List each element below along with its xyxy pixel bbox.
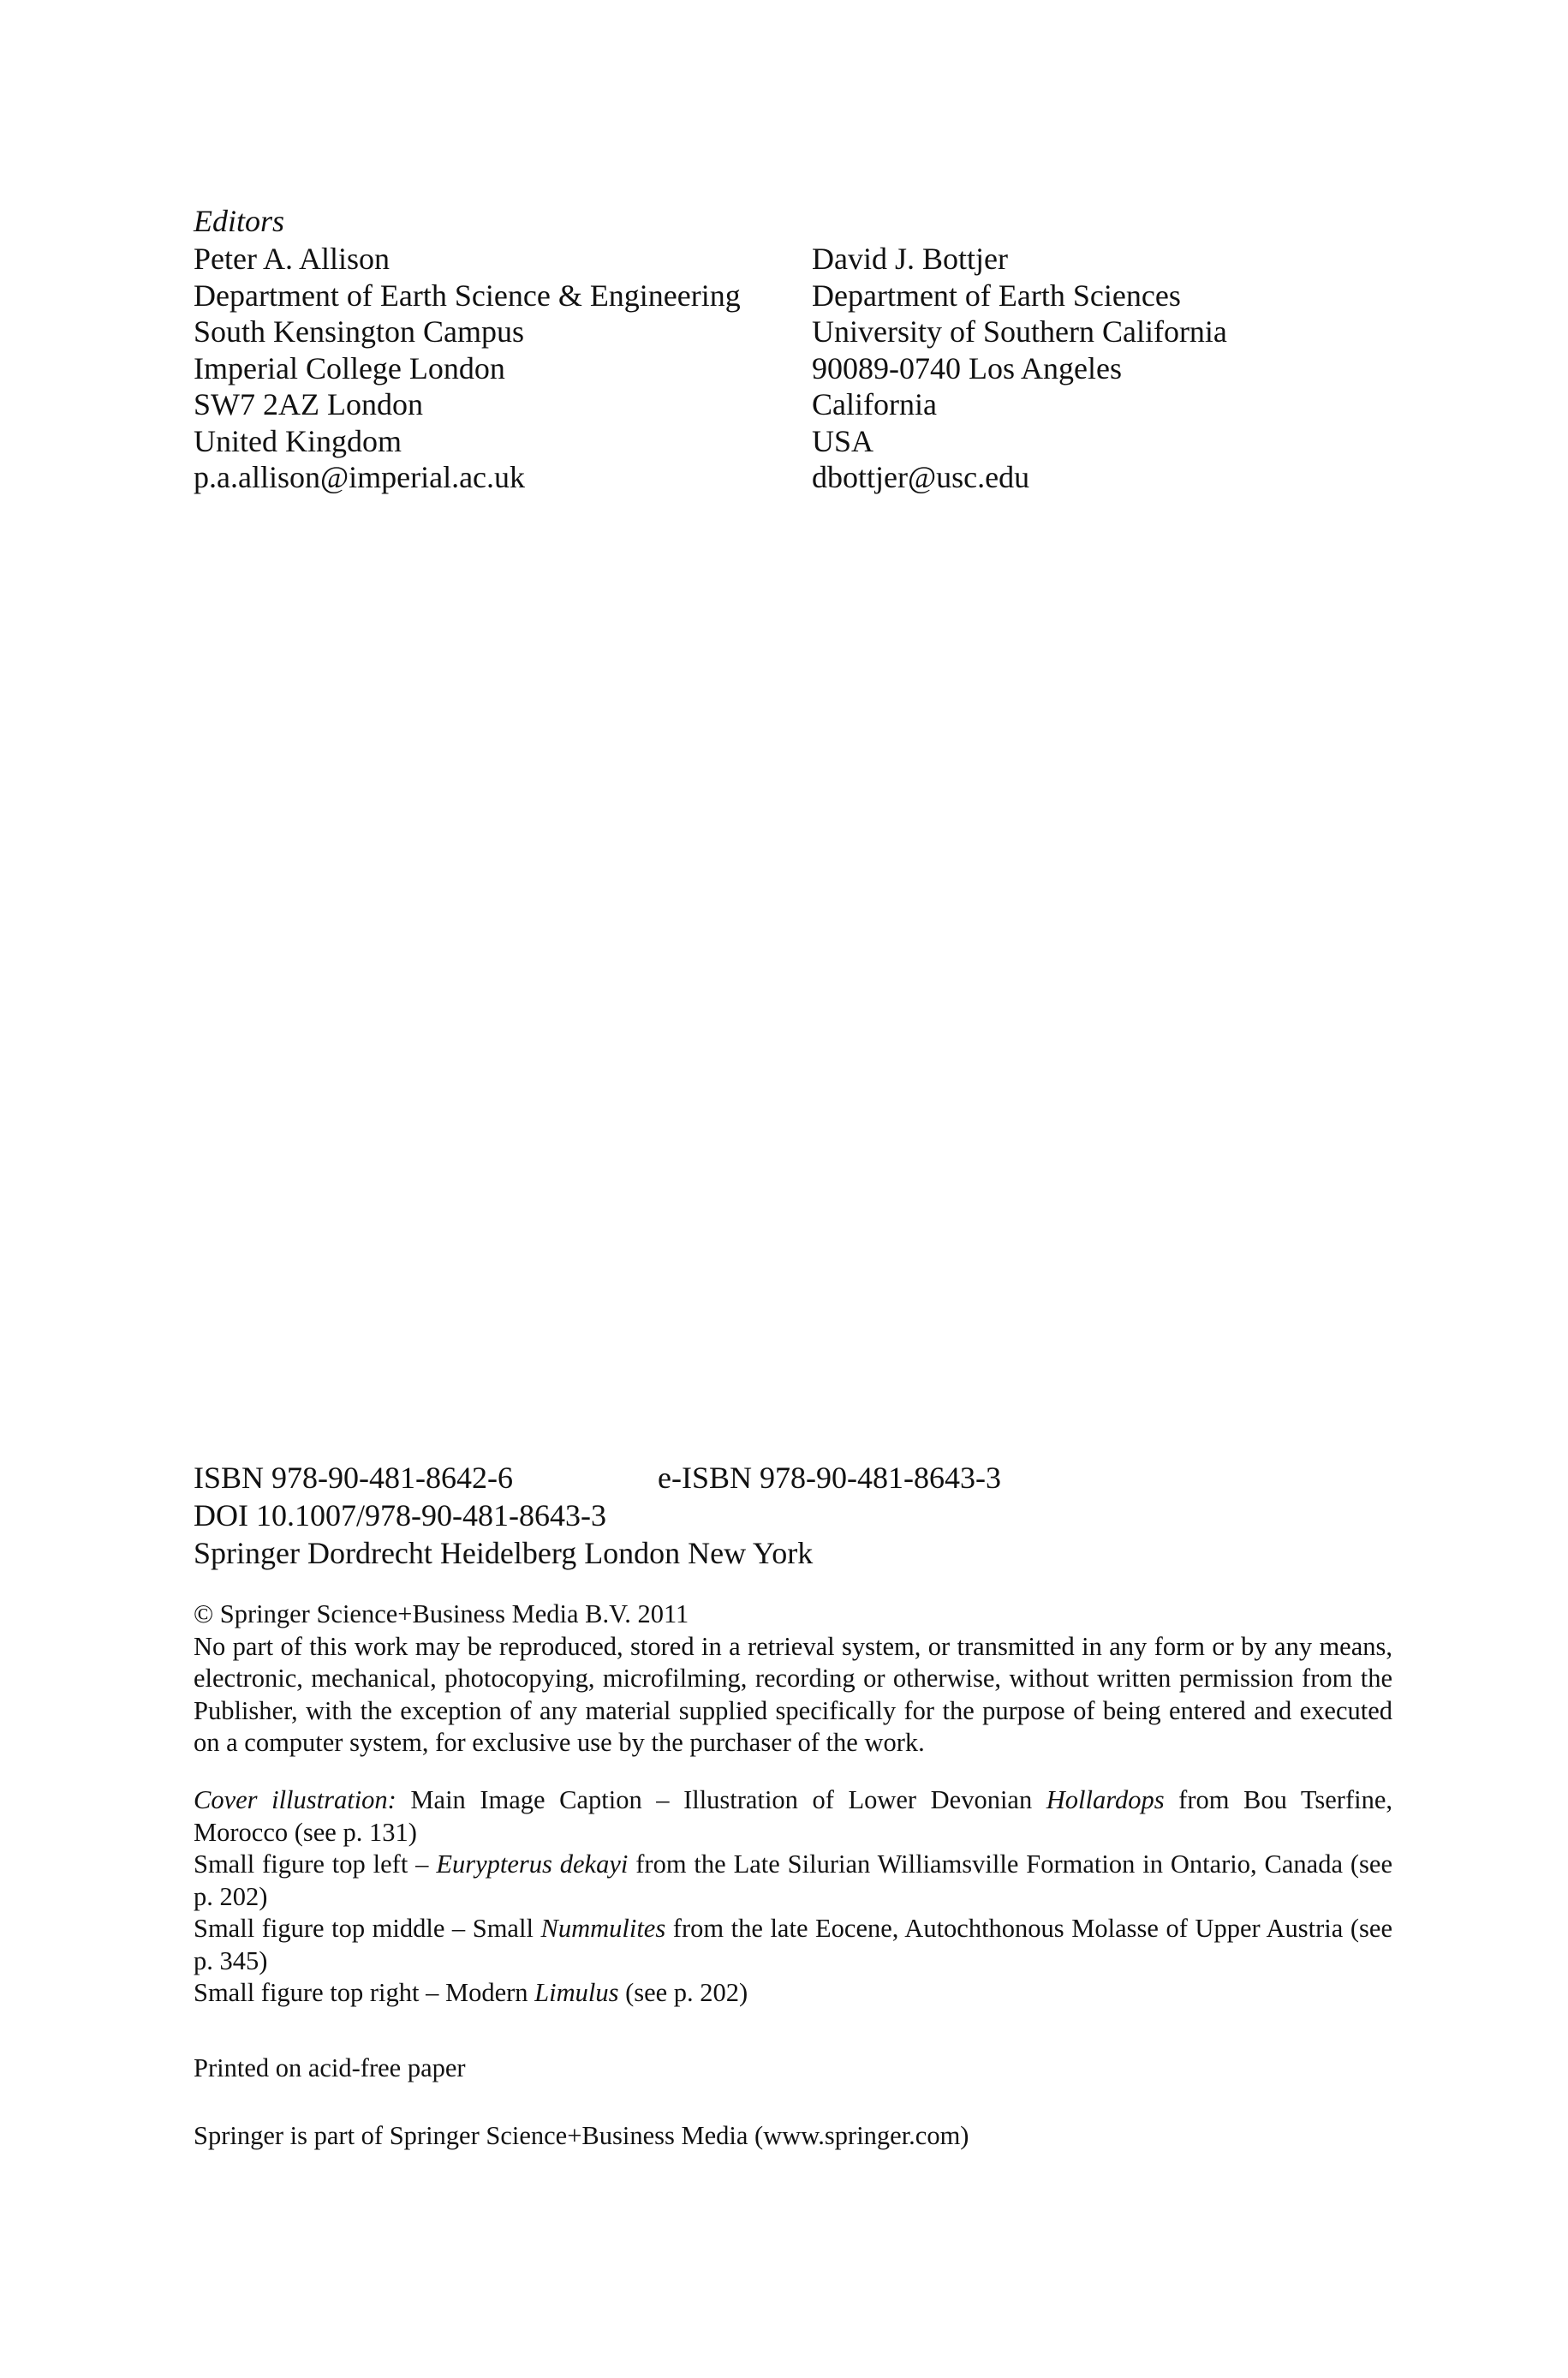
editor-left-address bbox=[194, 241, 810, 496]
publisher-cities: Springer Dordrecht Heidelberg London New York bbox=[194, 1536, 814, 1570]
acid-free-paper-note: Printed on acid-free paper bbox=[194, 2053, 466, 2082]
editor-country: USA bbox=[812, 423, 874, 458]
taxon-name: Limulus bbox=[534, 1978, 619, 2007]
editor-department: Department of Earth Science & Engineering bbox=[194, 278, 741, 313]
isbn-row bbox=[194, 1459, 1001, 1497]
doi: DOI 10.1007/978-90-481-8643-3 bbox=[194, 1498, 606, 1533]
editors-heading: Editors bbox=[194, 204, 285, 238]
editor-postcode-city: 90089-0740 Los Angeles bbox=[812, 350, 1122, 385]
editor-email: dbottjer@usc.edu bbox=[812, 460, 1030, 494]
editor-state: California bbox=[812, 387, 937, 421]
copyright-notice-block bbox=[194, 1598, 1392, 1760]
editor-email: p.a.allison@imperial.ac.uk bbox=[194, 460, 526, 494]
editor-department: Department of Earth Sciences bbox=[812, 278, 1181, 313]
editor-postcode-city: SW7 2AZ London bbox=[194, 387, 423, 421]
publication-identifiers bbox=[194, 1459, 1001, 1572]
cover-top-middle-caption: Small figure top middle – Small Nummulites from the late Eocene, Autochthonous Molasse of Upper Austria (see p. 345) bbox=[194, 1914, 1392, 1975]
cover-top-right-caption: Small figure top right – Modern Limulus (see p. 202) bbox=[194, 1978, 748, 2007]
cover-label: Cover illustration: bbox=[194, 1785, 396, 1814]
editor-name: David J. Bottjer bbox=[812, 242, 1008, 276]
editor-right-address bbox=[812, 241, 1428, 496]
editor-campus: South Kensington Campus bbox=[194, 314, 525, 349]
editor-institution: Imperial College London bbox=[194, 350, 505, 385]
editor-institution: University of Southern California bbox=[812, 314, 1227, 349]
cover-illustration-credits bbox=[194, 1784, 1392, 2010]
editor-name: Peter A. Allison bbox=[194, 242, 391, 276]
cover-top-left-caption: Small figure top left – Eurypterus dekayi from the Late Silurian Williamsville Formation in Ontario, Canada (see p. 202) bbox=[194, 1849, 1392, 1911]
cover-main-caption: Cover illustration: Main Image Caption – Illustration of Lower Devonian Hollardops from Bou Tserfine, Morocco (see p. 131) bbox=[194, 1785, 1392, 1847]
e-isbn: e-ISBN 978-90-481-8643-3 bbox=[658, 1461, 1001, 1495]
isbn: ISBN 978-90-481-8642-6 bbox=[194, 1461, 513, 1495]
taxon-name: Hollardops bbox=[1046, 1785, 1165, 1814]
editor-country: United Kingdom bbox=[194, 423, 402, 458]
rights-statement: No part of this work may be reproduced, stored in a retrieval system, or transmitted in any form or by any means, electronic, mechanical, photocopying, microfilming, recording or otherwise, without written permission from the Publisher, with the exception of any material supplied specifically for the purpose of being entered and executed on a computer system, for exclusive use by the purchaser of the work. bbox=[194, 1631, 1392, 1757]
copyright-notice: © Springer Science+Business Media B.V. 2011 bbox=[194, 1599, 689, 1628]
taxon-name: Nummulites bbox=[540, 1914, 666, 1943]
springer-affiliation-note: Springer is part of Springer Science+Business Media (www.springer.com) bbox=[194, 2121, 969, 2150]
taxon-name: Eurypterus dekayi bbox=[436, 1849, 629, 1879]
